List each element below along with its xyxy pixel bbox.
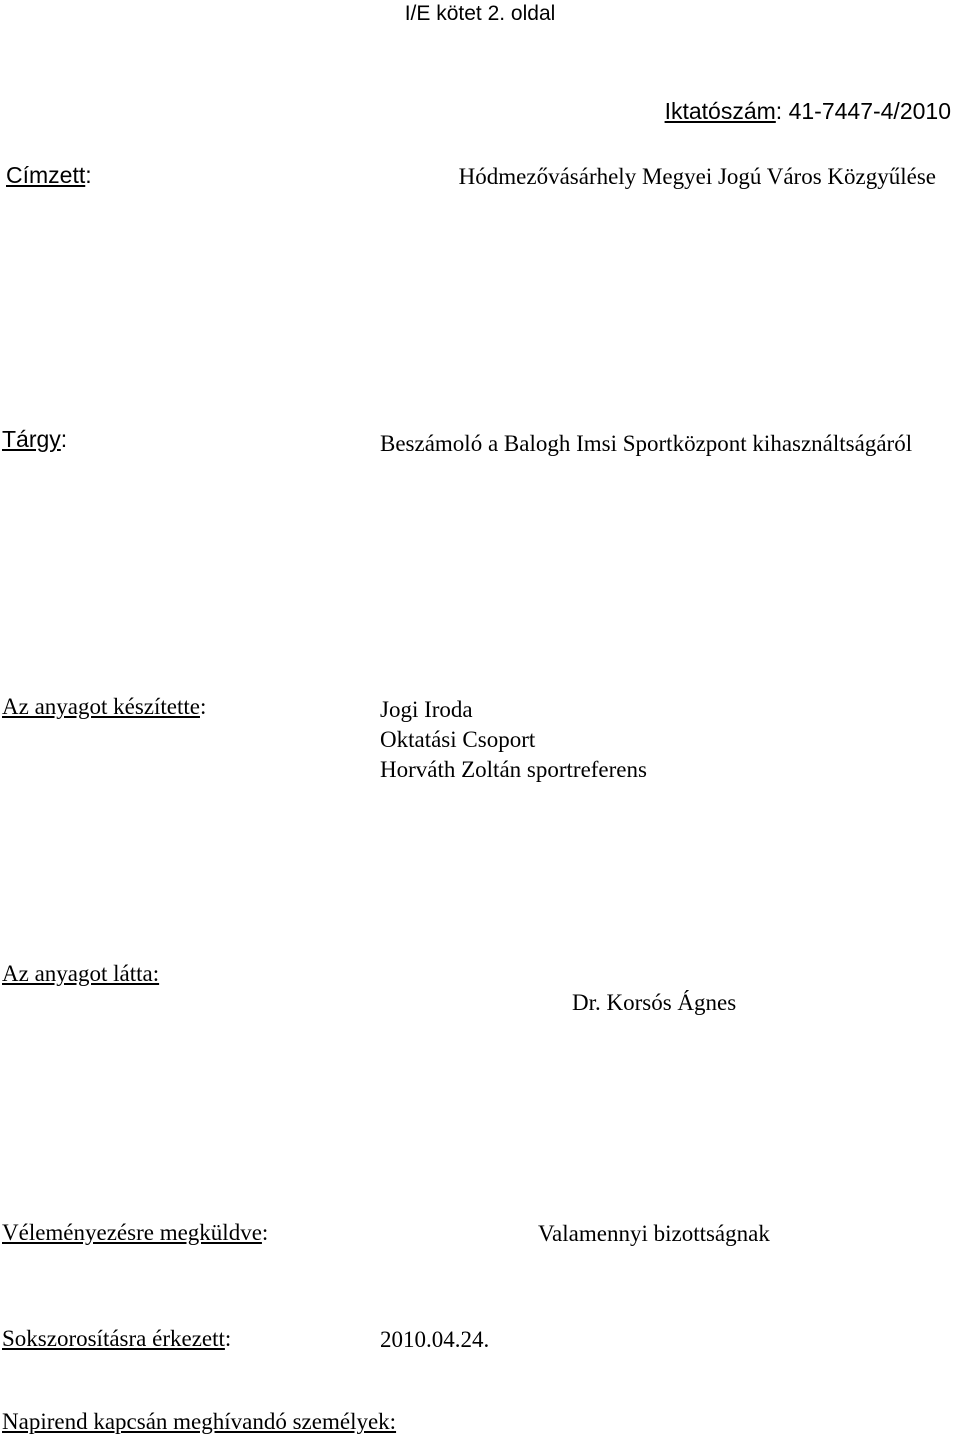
reference-label: Iktatószám: [664, 98, 776, 124]
prepared-by-line: Horváth Zoltán sportreferens: [380, 757, 647, 782]
prepared-by-colon: :: [199, 694, 207, 719]
page-header: I/E kötet 2. oldal: [404, 2, 556, 25]
subject-label: Tárgy: [2, 426, 61, 452]
review-label: Véleményezésre megküldve: [2, 1220, 262, 1245]
copy-label-line: [2, 1327, 231, 1350]
reference-line: [665, 98, 951, 125]
prepared-by-list: [380, 695, 647, 785]
copy-date: 2010.04.24.: [380, 1327, 490, 1352]
recipient-colon: :: [85, 162, 92, 188]
copy-label: Sokszorosításra érkezett: [2, 1326, 225, 1351]
seen-by-value: Dr. Korsós Ágnes: [572, 990, 737, 1015]
subject-colon: :: [60, 426, 68, 452]
review-colon: :: [261, 1220, 269, 1245]
reference-separator: :: [775, 98, 789, 124]
invitees-label: Napirend kapcsán meghívandó személyek:: [2, 1409, 397, 1434]
seen-by-label: Az anyagot látta:: [2, 961, 160, 986]
copy-colon: :: [224, 1326, 232, 1351]
prepared-by-label: Az anyagot készítette: [2, 694, 200, 719]
prepared-by-line: Jogi Iroda: [380, 697, 473, 722]
subject-label-line: [2, 428, 67, 451]
recipient-value: Hódmezővásárhely Megyei Jogú Város Közgyűlése: [458, 164, 936, 189]
recipient-label: Címzett: [6, 162, 86, 188]
review-label-line: [2, 1221, 268, 1244]
reference-number: 41-7447-4/2010: [788, 98, 951, 124]
recipient-label-line: [6, 164, 92, 187]
prepared-by-line: Oktatási Csoport: [380, 727, 536, 752]
prepared-by-label-line: [2, 695, 206, 718]
review-value: Valamennyi bizottságnak: [538, 1221, 770, 1246]
subject-value: Beszámoló a Balogh Imsi Sportközpont kihasználtságáról: [380, 431, 913, 456]
